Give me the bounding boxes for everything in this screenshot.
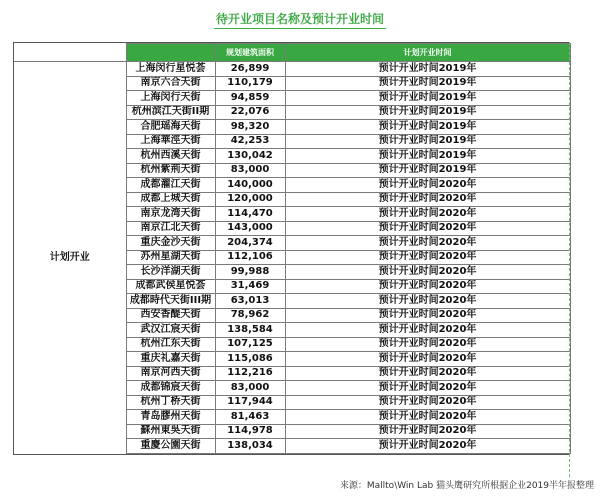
planned-opening-cell: 预计开业时间2020年 (285, 308, 570, 323)
floor-area-cell: 117,944 (215, 395, 285, 410)
planned-opening-cell: 预计开业时间2020年 (285, 439, 570, 454)
floor-area-cell: 110,179 (215, 76, 285, 91)
table-right-edge-divider (568, 42, 570, 477)
project-name-cell: 重庆金沙天街 (126, 236, 215, 251)
header-cell-group (14, 44, 126, 62)
project-name-cell: 重庆礼嘉天街 (126, 352, 215, 367)
floor-area-cell: 98,320 (215, 120, 285, 135)
project-name-cell: 南京六合天街 (126, 76, 215, 91)
floor-area-cell: 107,125 (215, 337, 285, 352)
planned-opening-cell: 预计开业时间2019年 (285, 163, 570, 178)
project-name-cell: 成都濯江天街 (126, 178, 215, 193)
project-name-cell: 长沙洋湖天街 (126, 265, 215, 280)
project-name-cell: 重慶公園天街 (126, 439, 215, 454)
table-row (14, 62, 570, 77)
project-name-cell: 杭州滨江天街II期 (126, 105, 215, 120)
planned-opening-cell: 预计开业时间2020年 (285, 178, 570, 193)
project-name-cell: 蘇州東吳天街 (126, 424, 215, 439)
project-name-cell: 南京河西天街 (126, 366, 215, 381)
floor-area-cell: 83,000 (215, 163, 285, 178)
group-label-cell: 计划开业 (14, 62, 126, 454)
data-table-container (13, 42, 570, 455)
project-name-cell: 杭州紫荊天街 (126, 163, 215, 178)
planned-opening-cell: 预计开业时间2020年 (285, 366, 570, 381)
table-title-text: 待开业项目名称及预计开业时间 (214, 11, 386, 29)
project-name-cell: 上海闵行星悦荟 (126, 62, 215, 77)
source-note: 来源：Mallto\Win Lab 猫头鹰研究所根据企业2019半年报整理 (339, 481, 594, 491)
floor-area-cell: 31,469 (215, 279, 285, 294)
floor-area-cell: 42,253 (215, 134, 285, 149)
planned-opening-cell: 预计开业时间2019年 (285, 120, 570, 135)
floor-area-cell: 78,962 (215, 308, 285, 323)
planned-opening-cell: 预计开业时间2020年 (285, 207, 570, 222)
planned-opening-cell: 预计开业时间2020年 (285, 352, 570, 367)
project-name-cell: 南京江北天街 (126, 221, 215, 236)
floor-area-cell: 22,076 (215, 105, 285, 120)
floor-area-cell: 140,000 (215, 178, 285, 193)
floor-area-cell: 138,034 (215, 439, 285, 454)
floor-area-cell: 114,470 (215, 207, 285, 222)
floor-area-cell: 143,000 (215, 221, 285, 236)
planned-opening-cell: 预计开业时间2020年 (285, 323, 570, 338)
planned-opening-cell: 预计开业时间2020年 (285, 279, 570, 294)
project-name-cell: 苏州星湖天街 (126, 250, 215, 265)
project-name-cell: 成都上城天街 (126, 192, 215, 207)
table-body (14, 44, 570, 454)
planned-opening-cell: 预计开业时间2019年 (285, 76, 570, 91)
planned-opening-cell: 预计开业时间2019年 (285, 105, 570, 120)
project-name-cell: 杭州江东天街 (126, 337, 215, 352)
planned-opening-cell: 预计开业时间2019年 (285, 91, 570, 106)
floor-area-cell: 115,086 (215, 352, 285, 367)
header-cell-name (126, 44, 215, 62)
planned-opening-cell: 预计开业时间2019年 (285, 134, 570, 149)
header-row (14, 44, 570, 62)
floor-area-cell: 81,463 (215, 410, 285, 425)
project-name-cell: 南京龙湾天街 (126, 207, 215, 222)
table-title (0, 8, 600, 29)
floor-area-cell: 94,859 (215, 91, 285, 106)
floor-area-cell: 112,106 (215, 250, 285, 265)
project-name-cell: 成都锦宸天街 (126, 381, 215, 396)
floor-area-cell: 204,374 (215, 236, 285, 251)
project-name-cell: 成都武侯星悦荟 (126, 279, 215, 294)
floor-area-cell: 99,988 (215, 265, 285, 280)
floor-area-cell: 114,978 (215, 424, 285, 439)
planned-opening-cell: 预计开业时间2020年 (285, 424, 570, 439)
planned-opening-cell: 预计开业时间2019年 (285, 62, 570, 77)
project-name-cell: 西安香醍天街 (126, 308, 215, 323)
planned-opening-cell: 预计开业时间2020年 (285, 381, 570, 396)
project-name-cell: 合肥瑶海天街 (126, 120, 215, 135)
planned-opening-cell: 预计开业时间2020年 (285, 294, 570, 309)
planned-opening-cell: 预计开业时间2020年 (285, 410, 570, 425)
project-name-cell: 成都時代天街III期 (126, 294, 215, 309)
project-name-cell: 杭州西溪天街 (126, 149, 215, 164)
project-name-cell: 上海華涇天街 (126, 134, 215, 149)
planned-opening-cell: 预计开业时间2020年 (285, 265, 570, 280)
header-cell-area: 规划建筑面积 (215, 44, 285, 62)
floor-area-cell: 120,000 (215, 192, 285, 207)
project-table (14, 43, 571, 454)
project-name-cell: 杭州丁桥天街 (126, 395, 215, 410)
planned-opening-cell: 预计开业时间2020年 (285, 395, 570, 410)
floor-area-cell: 83,000 (215, 381, 285, 396)
planned-opening-cell: 预计开业时间2020年 (285, 221, 570, 236)
project-name-cell: 上海闵行天街 (126, 91, 215, 106)
planned-opening-cell: 预计开业时间2020年 (285, 250, 570, 265)
planned-opening-cell: 预计开业时间2019年 (285, 149, 570, 164)
floor-area-cell: 112,216 (215, 366, 285, 381)
planned-opening-cell: 预计开业时间2020年 (285, 236, 570, 251)
project-name-cell: 武汉江宸天街 (126, 323, 215, 338)
floor-area-cell: 63,013 (215, 294, 285, 309)
header-cell-plan: 计划开业时间 (285, 44, 570, 62)
planned-opening-cell: 预计开业时间2020年 (285, 192, 570, 207)
floor-area-cell: 26,899 (215, 62, 285, 77)
floor-area-cell: 138,584 (215, 323, 285, 338)
project-name-cell: 青岛膠州天街 (126, 410, 215, 425)
planned-opening-cell: 预计开业时间2020年 (285, 337, 570, 352)
floor-area-cell: 130,042 (215, 149, 285, 164)
